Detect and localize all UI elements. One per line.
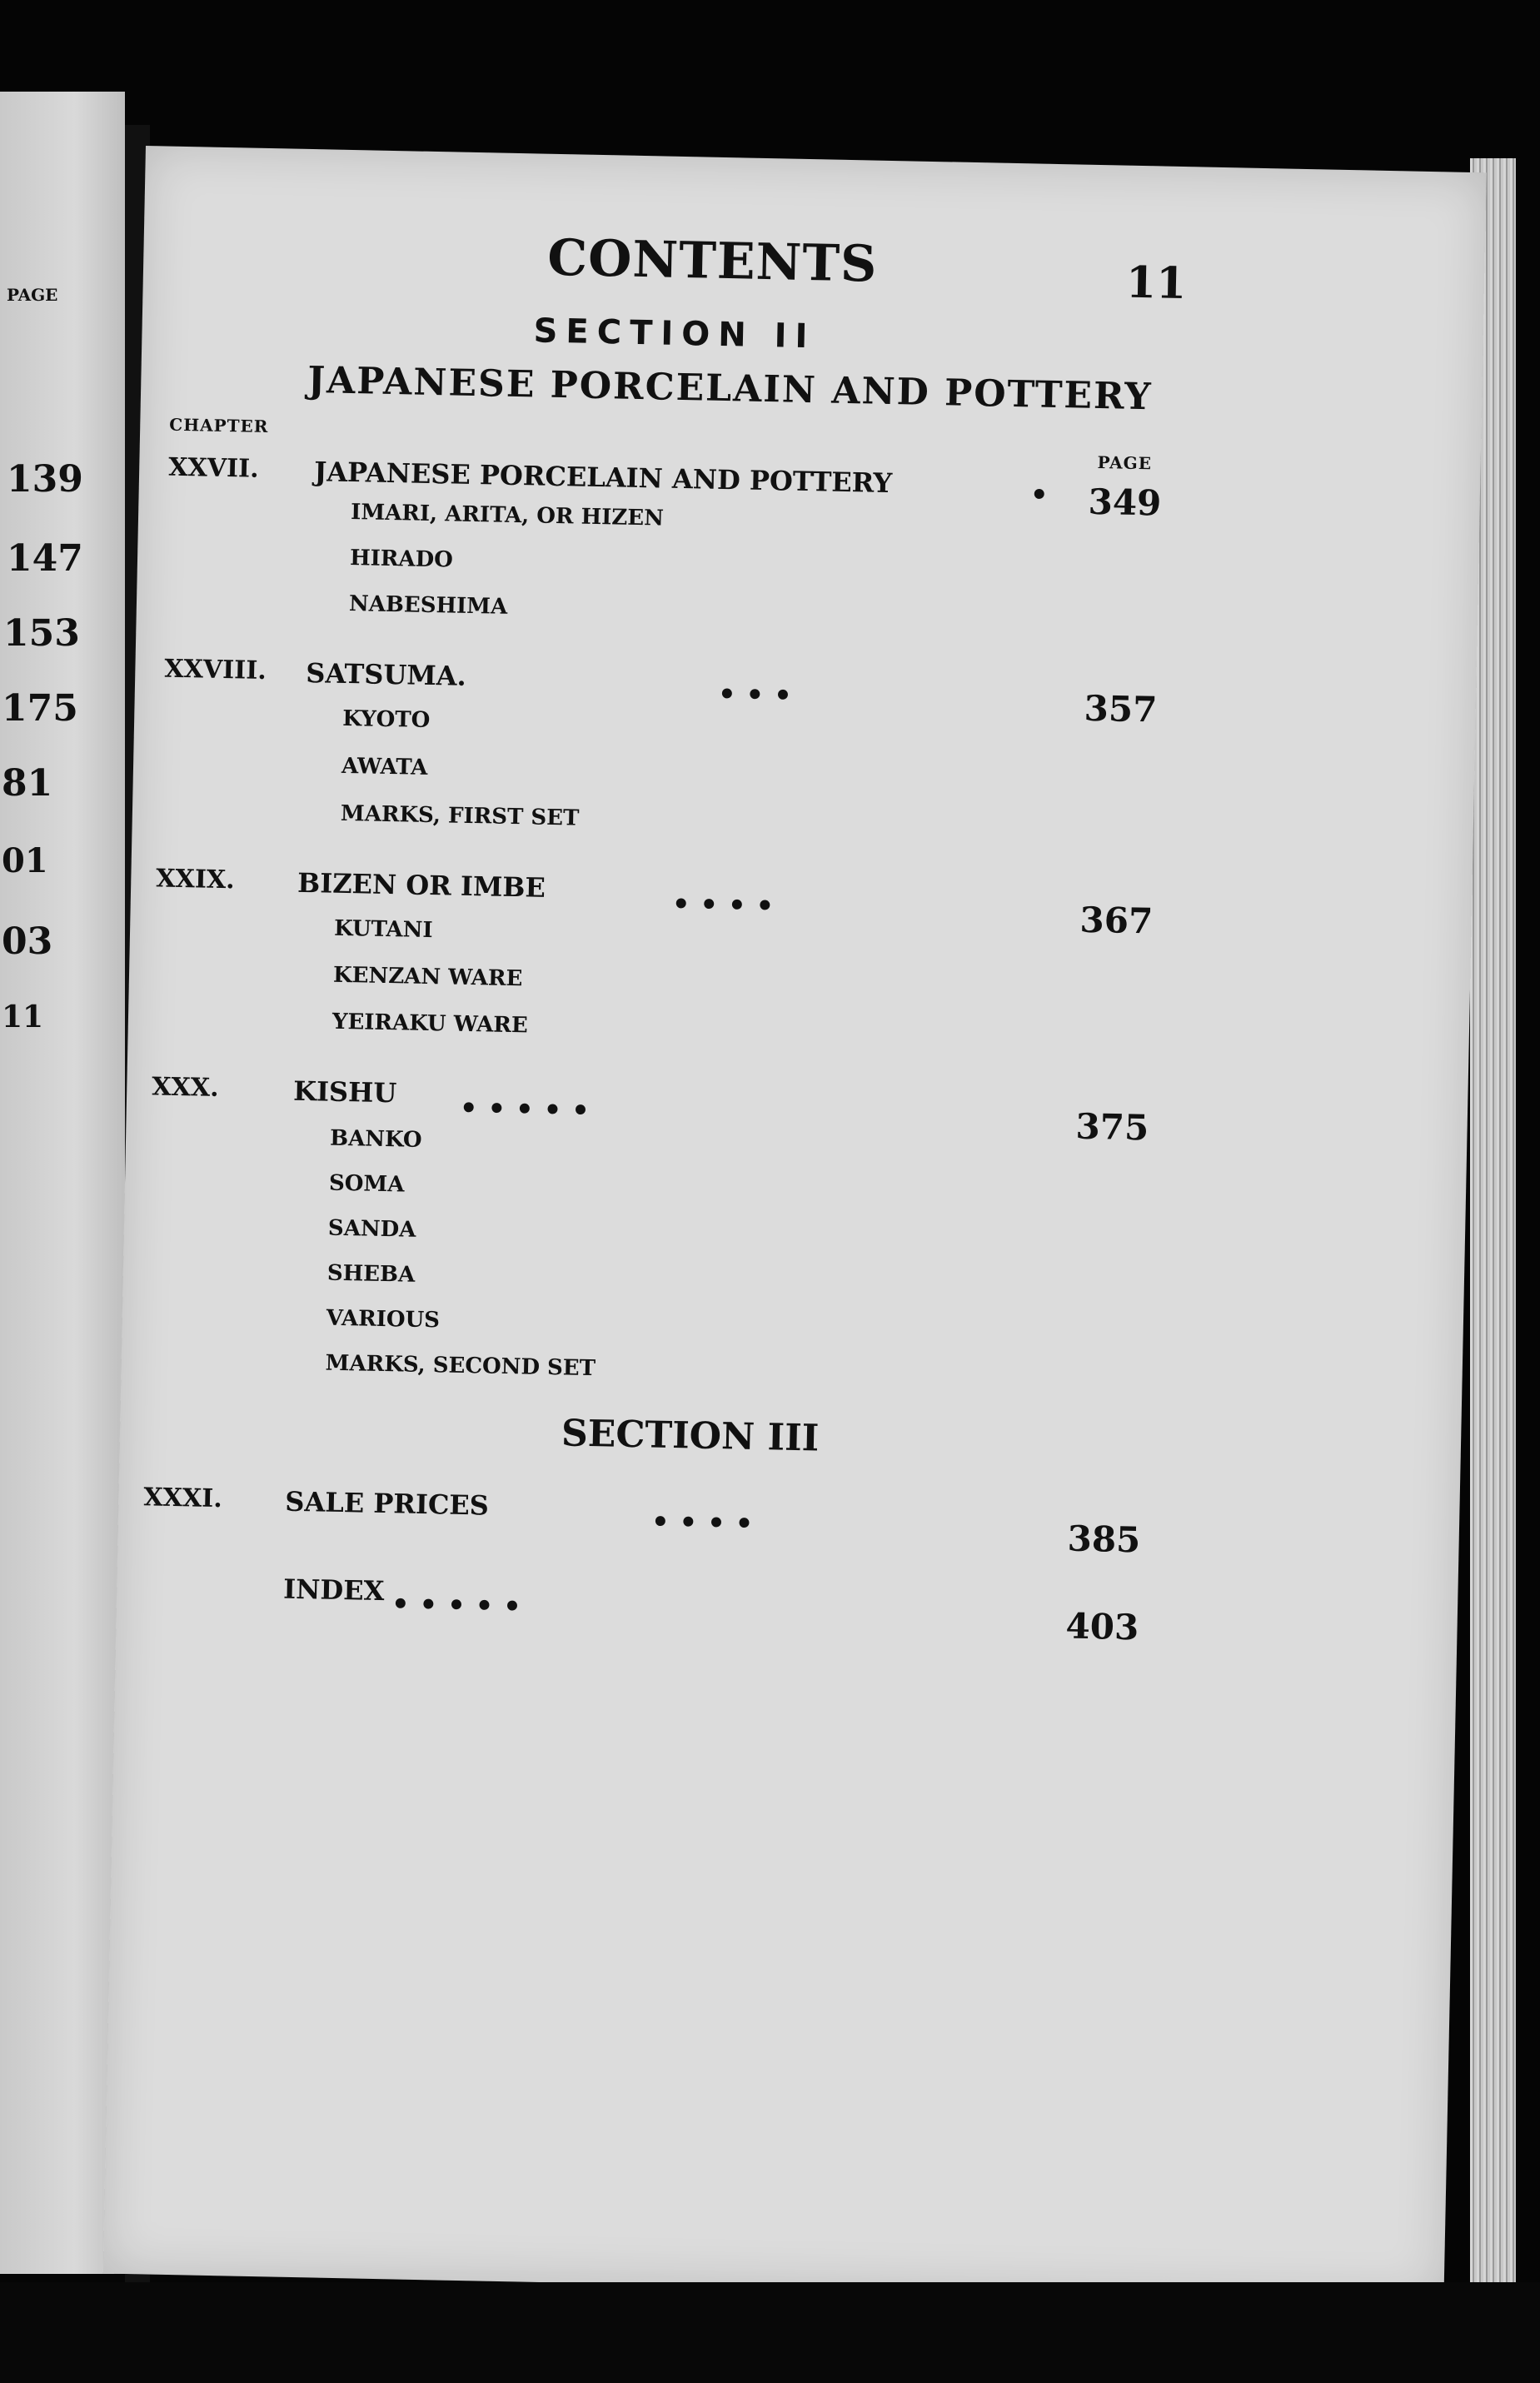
chapter-numeral: XXVII.: [167, 452, 259, 484]
subsection-item: MARKS, FIRST SET: [340, 800, 580, 831]
contents-page: [103, 146, 1487, 2301]
index-page: 403: [1065, 1605, 1139, 1648]
subsection-item: SANDA: [327, 1215, 416, 1243]
chapter-title: SATSUMA.: [305, 656, 467, 692]
subsection-item: NABESHIMA: [348, 591, 508, 620]
dot-leader: • • • • •: [391, 1588, 522, 1624]
page-title: CONTENTS: [546, 228, 879, 294]
chapter-title: JAPANESE PORCELAIN AND POTTERY: [313, 456, 893, 500]
facing-page-number: 03: [2, 920, 53, 963]
subsection-item: KENZAN WARE: [332, 962, 523, 992]
facing-page-number: 153: [3, 612, 80, 655]
facing-page-label: PAGE: [7, 285, 58, 305]
page-column-label: PAGE: [1097, 452, 1153, 474]
chapter-page: 385: [1067, 1518, 1141, 1561]
dot-leader: • • • • •: [459, 1091, 591, 1128]
subsection-item: HIRADO: [349, 546, 454, 573]
facing-page-number: 81: [2, 762, 53, 805]
chapter-numeral: XXIX.: [155, 864, 235, 895]
subsection-item: AWATA: [341, 753, 428, 780]
section-ii-heading: SECTION II: [533, 312, 816, 356]
chapter-numeral: XXX.: [151, 1072, 219, 1103]
chapter-page: 375: [1075, 1105, 1149, 1149]
dot-leader: •: [1029, 478, 1049, 512]
chapter-title: SALE PRICES: [284, 1485, 490, 1522]
subsection-item: SOMA: [328, 1170, 405, 1198]
chapter-page: 367: [1079, 899, 1154, 942]
facing-page-number: 175: [2, 687, 78, 730]
chapter-column-label: CHAPTER: [169, 414, 269, 437]
facing-page: [0, 92, 125, 2274]
chapter-title: BIZEN OR IMBE: [297, 866, 546, 904]
dot-leader: • • • •: [650, 1505, 754, 1541]
facing-page-number: 147: [7, 537, 83, 580]
chapter-title: KISHU: [292, 1074, 397, 1109]
chapter-page: 349: [1088, 481, 1162, 524]
facing-page-number: 139: [7, 458, 83, 501]
page-number: 11: [1125, 257, 1187, 310]
scan-border: [0, 2282, 1540, 2383]
section-ii-subtitle: JAPANESE PORCELAIN AND POTTERY: [307, 358, 1154, 419]
subsection-item: IMARI, ARITA, OR HIZEN: [350, 500, 665, 531]
subsection-item: KYOTO: [341, 705, 431, 733]
chapter-page: 357: [1084, 687, 1158, 730]
dot-leader: • • •: [717, 677, 793, 713]
dot-leader: • • • •: [671, 887, 775, 924]
facing-page-number: 11: [2, 1000, 44, 1034]
subsection-item: VARIOUS: [326, 1305, 441, 1334]
subsection-item: BANKO: [329, 1125, 422, 1153]
facing-page-number: 01: [2, 841, 48, 880]
subsection-item: KUTANI: [333, 915, 433, 944]
subsection-item: SHEBA: [326, 1260, 416, 1288]
section-iii-heading: SECTION III: [561, 1412, 820, 1460]
index-entry: INDEX: [282, 1573, 385, 1608]
chapter-numeral: XXVIII.: [164, 654, 267, 686]
subsection-item: YEIRAKU WARE: [331, 1009, 529, 1039]
chapter-numeral: XXXI.: [143, 1483, 223, 1514]
subsection-item: MARKS, SECOND SET: [325, 1350, 596, 1382]
